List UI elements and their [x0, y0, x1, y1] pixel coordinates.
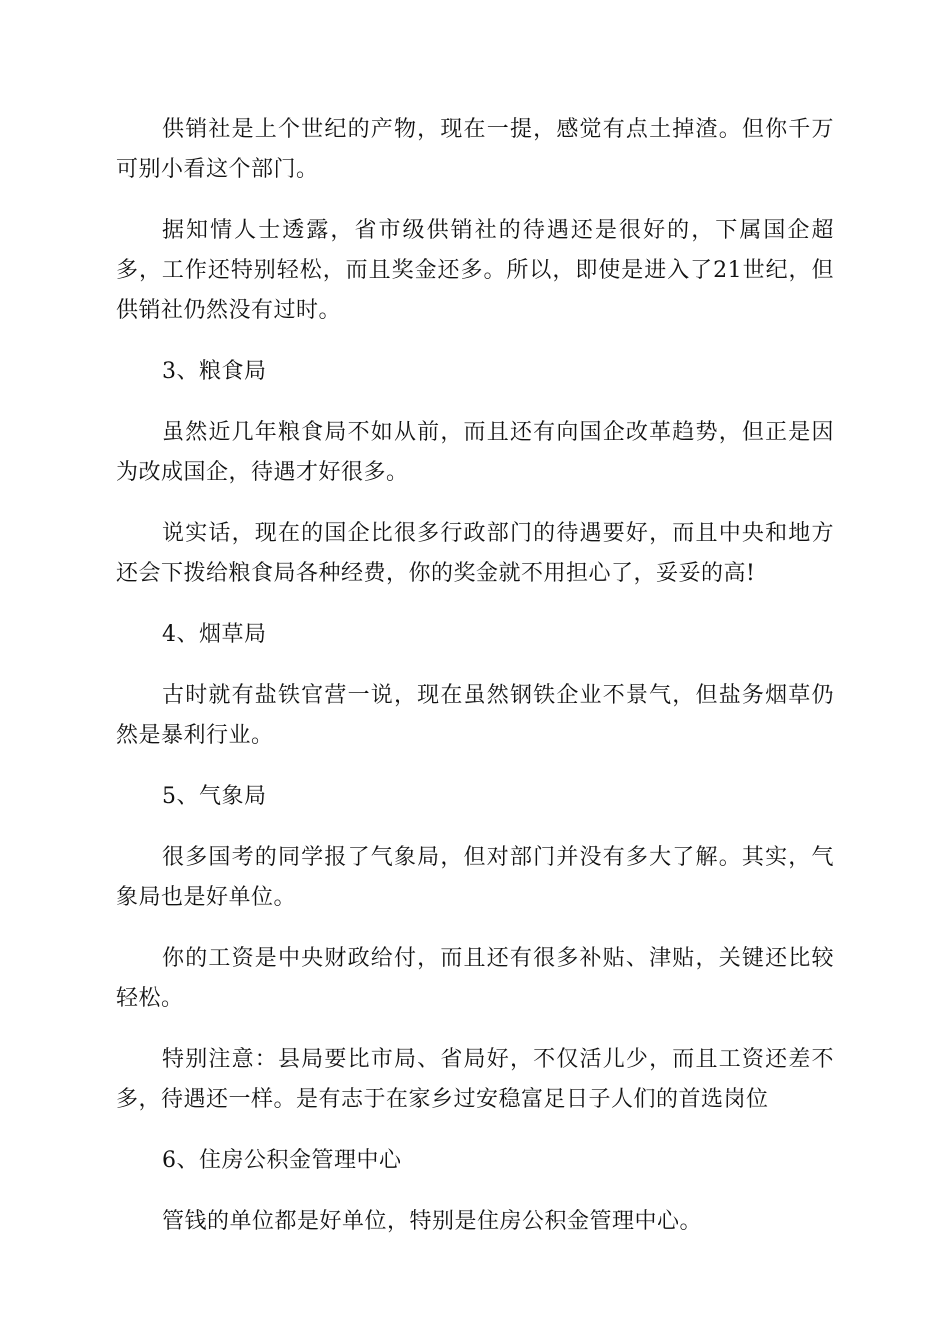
paragraph-meteorological-salary: 你的工资是中央财政给付，而且还有很多补贴、津贴，关键还比较轻松。 [116, 946, 834, 1011]
paragraph-meteorological-intro: 很多国考的同学报了气象局，但对部门并没有多大了解。其实，气象局也是好单位。 [116, 845, 834, 910]
heading-tobacco-bureau: 4、烟草局 [162, 622, 267, 647]
heading-grain-bureau: 3、粮食局 [162, 359, 267, 384]
paragraph-grain-bureau-benefits: 说实话，现在的国企比很多行政部门的待遇要好，而且中央和地方还会下拨给粮食局各种经费，你的奖金就不用担心了，妥妥的高! [116, 521, 834, 586]
paragraph-supply-cooperative-benefits: 据知情人士透露，省市级供销社的待遇还是很好的，下属国企超多，工作还特别轻松，而且奖金还多。所以，即使是进入了21世纪，但供销社仍然没有过时。 [116, 218, 834, 323]
paragraph-tobacco-bureau: 古时就有盐铁官营一说，现在虽然钢铁企业不景气，但盐务烟草仍然是暴利行业。 [116, 683, 834, 748]
heading-meteorological-bureau: 5、气象局 [162, 784, 267, 809]
paragraph-grain-bureau-reform: 虽然近几年粮食局不如从前，而且还有向国企改革趋势，但正是因为改成国企，待遇才好很多。 [116, 420, 834, 485]
paragraph-housing-fund-center: 管钱的单位都是好单位，特别是住房公积金管理中心。 [162, 1209, 703, 1234]
document-body [116, 110, 834, 1263]
heading-housing-fund-center: 6、住房公积金管理中心 [162, 1148, 402, 1173]
paragraph-supply-cooperative-intro: 供销社是上个世纪的产物，现在一提，感觉有点土掉渣。但你千万可别小看这个部门。 [116, 117, 834, 182]
paragraph-meteorological-note: 特别注意：县局要比市局、省局好，不仅活儿少，而且工资还差不多，待遇还一样。是有志于在家乡过安稳富足日子人们的首选岗位 [116, 1047, 834, 1112]
